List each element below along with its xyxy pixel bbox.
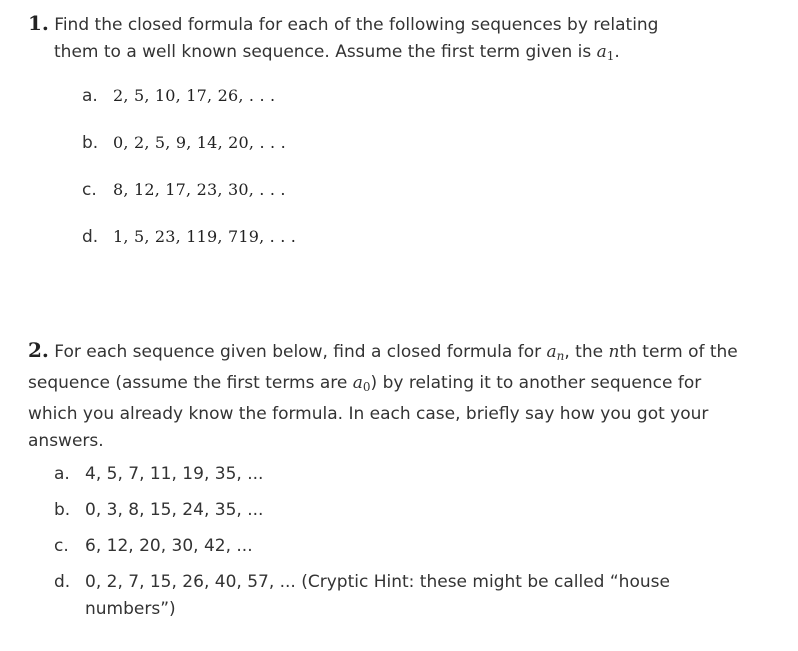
part-label: d. [54, 572, 71, 592]
problem-2-part-b [54, 497, 744, 524]
problem-2-stem [28, 337, 748, 455]
math-a1 [597, 42, 615, 62]
math-n: n [608, 342, 620, 362]
problem-1 [28, 10, 748, 247]
math-a0 [353, 373, 371, 393]
problem-2-text-1: For each sequence given below, find a closed formula for [54, 342, 547, 362]
sequence: 6, 12, 20, 30, 42, ... [85, 536, 253, 556]
sequence: 0, 2, 7, 15, 26, 40, 57, ... (Cryptic Hint: these might be called “house numbers”) [85, 572, 670, 619]
problem-1-line-2-end: . [614, 42, 620, 62]
part-label: c. [82, 180, 97, 200]
math-a0-var: a [352, 373, 363, 393]
sequence: 2, 5, 10, 17, 26, . . . [113, 86, 276, 105]
part-label: c. [54, 536, 69, 556]
math-a1-var: a [596, 42, 607, 62]
problem-2-part-c [54, 533, 744, 560]
part-label: d. [82, 227, 99, 247]
problem-1-number: 1. [28, 11, 49, 35]
math-a0-sub: 0 [362, 380, 371, 394]
problem-2-number: 2. [28, 338, 49, 362]
sequence: 0, 2, 5, 9, 14, 20, . . . [113, 133, 286, 152]
problem-1-part-d [82, 227, 296, 274]
problem-2-text-3: th term of the sequence (assume the first terms are [28, 342, 738, 393]
problem-1-part-b [82, 133, 296, 180]
problem-2 [28, 337, 748, 619]
problem-1-part-a [82, 86, 296, 133]
problem-2-part-a [54, 461, 744, 488]
problem-2-parts [54, 461, 744, 632]
part-label: b. [54, 500, 71, 520]
sequence: 0, 3, 8, 15, 24, 35, ... [85, 500, 264, 520]
part-label: a. [54, 464, 70, 484]
problem-1-stem [28, 10, 748, 70]
problem-2-text-4: ) by relating it to another sequence for which you already know the formula. In each case, briefly say how you got your answers. [28, 373, 709, 451]
problem-1-line-2-text: them to a well known sequence. Assume the first term given is [54, 42, 597, 62]
math-an-var: a [546, 342, 557, 362]
problem-2-text-2: , the [564, 342, 609, 362]
part-label: b. [82, 133, 99, 153]
math-an [547, 342, 565, 362]
math-an-sub: n [556, 349, 565, 363]
math-a1-sub: 1 [606, 49, 615, 63]
sequence: 1, 5, 23, 119, 719, . . . [113, 227, 297, 246]
part-label: a. [82, 86, 98, 106]
sequence: 4, 5, 7, 11, 19, 35, ... [85, 464, 264, 484]
problem-1-line-2 [28, 42, 620, 62]
problem-1-parts [82, 86, 296, 274]
sequence: 8, 12, 17, 23, 30, . . . [113, 180, 286, 199]
problem-1-line-1: Find the closed formula for each of the following sequences by relating [54, 15, 659, 35]
problem-1-part-c [82, 180, 296, 227]
problem-2-part-d [54, 569, 744, 623]
